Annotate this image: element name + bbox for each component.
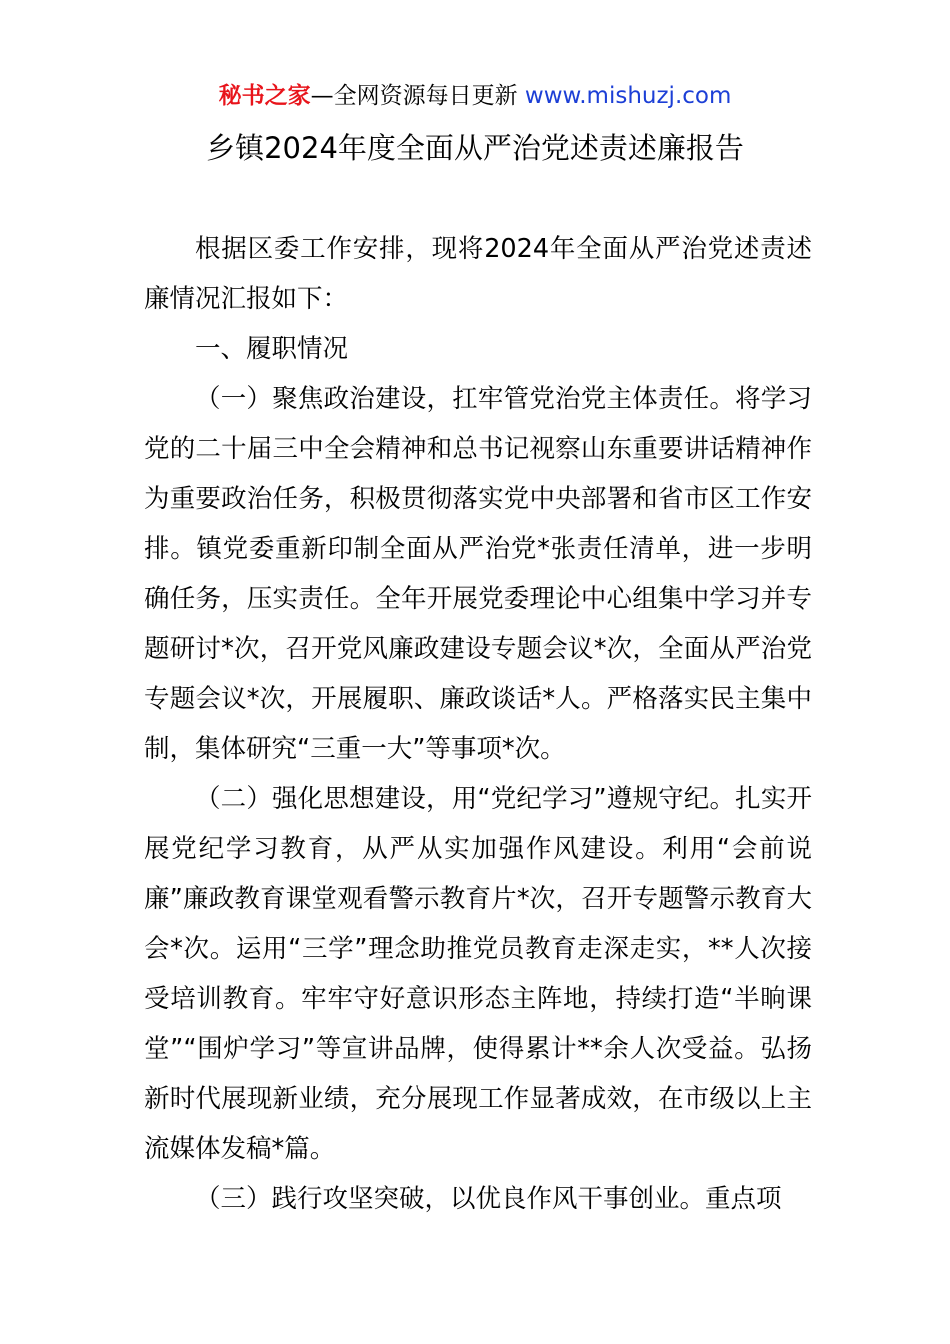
site-brand: 秘书之家 — [218, 83, 311, 109]
intro-paragraph: 根据区委工作安排，现将2024年全面从严治党述责述廉情况汇报如下： — [144, 234, 812, 314]
document-body — [144, 224, 812, 1224]
body-paragraph: （三）践行攻坚突破，以优良作风干事创业。重点项 — [195, 1184, 782, 1214]
document-title: 乡镇2024年度全面从严治党述责述廉报告 — [206, 131, 744, 165]
site-tagline: —全网资源每日更新 — [310, 83, 518, 109]
body-paragraph: （一）聚焦政治建设，扛牢管党治党主体责任。将学习党的二十届三中全会精神和总书记视察山东重要讲话精神作为重要政治任务，积极贯彻落实党中央部署和省市区工作安排。镇党委重新印制全面从严治党*张责任清单，进一步明确任务，压实责任。全年开展党委理论中心组集中学习并专题研讨*次，召开党风廉政建设专题会议*次，全面从严治党专题会议*次，开展履职、廉政谈话*人。严格落实民主集中制，集体研究“三重一大”等事项*次。 — [144, 384, 812, 764]
site-url[interactable]: www.mishuzj.com — [524, 83, 732, 109]
section-heading: 一、履职情况 — [195, 334, 349, 364]
body-paragraph: （二）强化思想建设，用“党纪学习”遵规守纪。扎实开展党纪学习教育，从严从实加强作风建设。利用“会前说廉”廉政教育课堂观看警示教育片*次，召开专题警示教育大会*次。运用“三学”理念助推党员教育走深走实，**人次接受培训教育。牢牢守好意识形态主阵地，持续打造“半晌课堂”“围炉学习”等宣讲品牌，使得累计**余人次受益。弘扬新时代展现新业绩，充分展现工作显著成效，在市级以上主流媒体发稿*篇。 — [144, 784, 812, 1164]
site-header — [0, 80, 950, 112]
